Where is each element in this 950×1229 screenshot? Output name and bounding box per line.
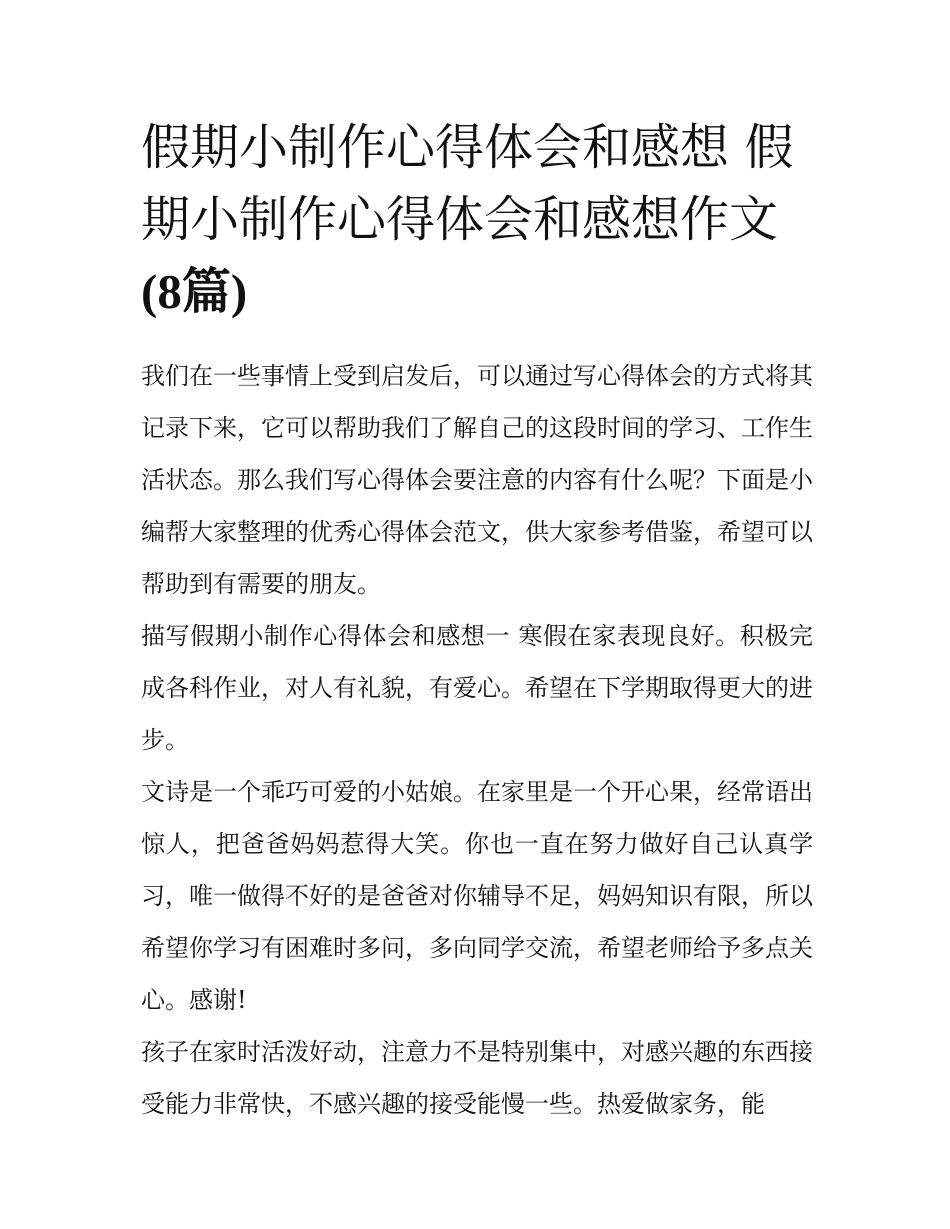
paragraph: 描写假期小制作心得体会和感想一 寒假在家表现良好。积极完成各科作业，对人有礼貌，有爱心。希望在下学期取得更大的进步。 [141, 622, 813, 754]
document-title [141, 112, 813, 328]
document-content [141, 112, 813, 1130]
paragraph: 我们在一些事情上受到启发后，可以通过写心得体会的方式将其记录下来，它可以帮助我们了解自己的这段时间的学习、工作生活状态。那么我们写心得体会要注意的内容有什么呢？下面是小编帮大家整理的优秀心得体会范文，供大家参考借鉴，希望可以帮助到有需要的朋友。 [141, 362, 813, 598]
paragraph: 文诗是一个乖巧可爱的小姑娘。在家里是一个开心果，经常语出惊人，把爸爸妈妈惹得大笑。你也一直在努力做好自己认真学习，唯一做得不好的是爸爸对你辅导不足，妈妈知识有限，所以希望你学习有困难时多问，多向同学交流，希望老师给予多点关心。感谢! [141, 778, 813, 1014]
title-main: 假期小制作心得体会和感想 假期小制作心得体会和感想作文 [141, 119, 794, 248]
title-count: (8篇) [141, 264, 248, 319]
paragraph: 孩子在家时活泼好动，注意力不是特别集中，对感兴趣的东西接受能力非常快，不感兴趣的接受能慢一些。热爱做家务，能 [141, 1038, 813, 1118]
document-body [141, 350, 813, 1130]
